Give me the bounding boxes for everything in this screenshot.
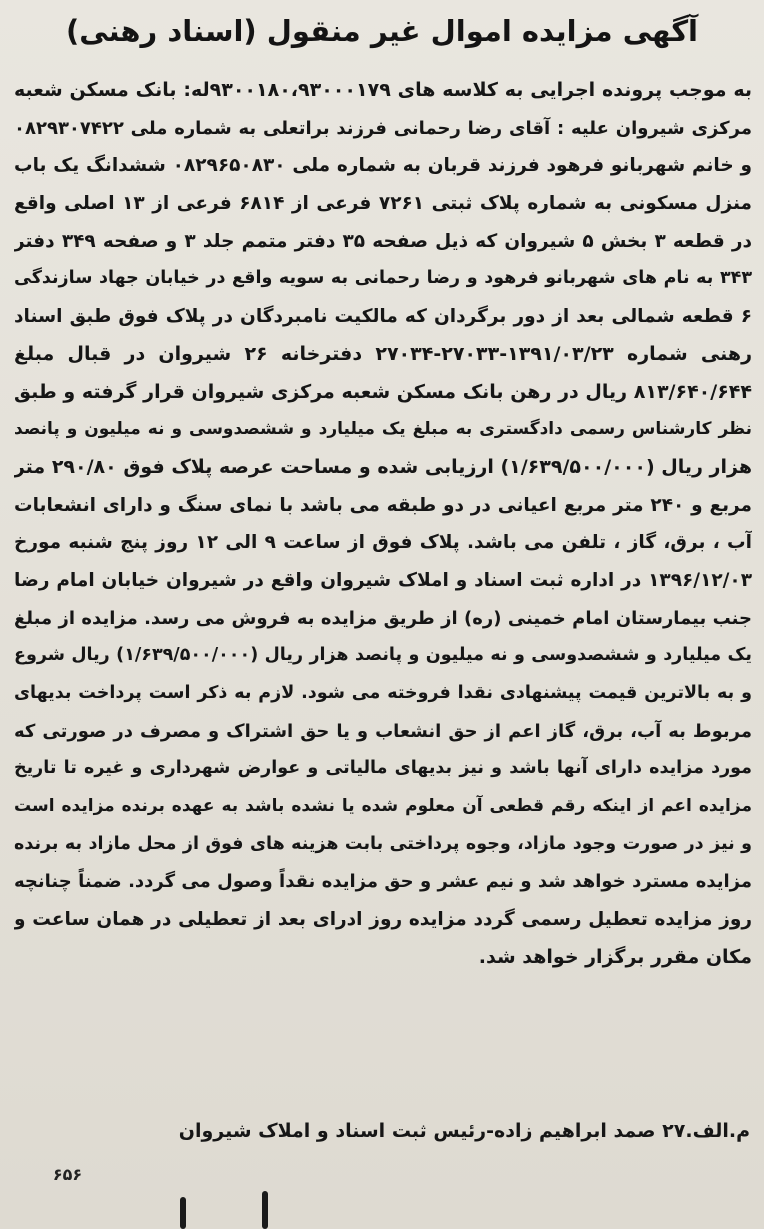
notice-line: مزایده اعم از اینکه رقم قطعی آن معلوم شده یا نشده باشد به عهده برنده مزایده است — [14, 796, 752, 817]
notice-line: و نیز در صورت وجود مازاد، وجوه پرداختی بابت هزینه های فوق از محل مازاد به برنده — [14, 833, 752, 854]
notice-line: مزایده مسترد خواهد شد و نیم عشر و حق مزایده نقداً وصول می گردد. ضمناً چنانچه — [14, 871, 752, 893]
notice-line: ۱۳۹۶/۱۲/۰۳ در اداره ثبت اسناد و املاک شیروان واقع در شیروان خیابان امام رضا — [14, 569, 752, 591]
notice-line: در قطعه ۳ بخش ۵ شیروان که ذیل صفحه ۳۵ دفتر متمم جلد ۳ و صفحه ۳۴۹ دفتر — [14, 230, 752, 252]
notice-line: مربوط به آب، برق، گاز اعم از حق انشعاب و یا حق اشتراک و مصرف در صورتی که — [14, 720, 752, 742]
notice-line: نظر کارشناس رسمی دادگستری به مبلغ یک میلیارد و ششصدوسی و نه میلیون و پانصد — [14, 419, 752, 440]
notice-line: ۳۴۳ به نام های شهربانو فرهود و رضا رحمانی به سویه واقع در خیابان جهاد سازندگی — [14, 268, 752, 289]
notice-title: آگهی مزایده اموال غیر منقول (اسناد رهنی) — [66, 14, 698, 48]
notice-body — [14, 72, 752, 977]
notice-line: مورد مزایده دارای آنها باشد و نیز بدیهای مالیاتی و عوارض شهرداری و غیره تا تاریخ — [14, 758, 752, 779]
ink-mark — [262, 1191, 268, 1229]
notice-signature: م.الف.۲۷ صمد ابراهیم زاده-رئیس ثبت اسناد و املاک شیروان — [178, 1120, 750, 1142]
notice-line: رهنی شماره ۱۳۹۱/۰۳/۲۳-۲۷۰۳۳-۲۷۰۳۴ دفترخانه ۲۶ شیروان در قبال مبلغ — [14, 342, 752, 365]
notice-line: جنب بیمارستان امام خمینی (ره) از طریق مزایده به فروش می رسد. مزایده از مبلغ — [14, 607, 752, 629]
notice-line: مربع و ۲۴۰ متر مربع اعیانی در دو طبقه می باشد با نمای سنگ و دارای انشعابات — [14, 494, 752, 516]
notice-line: یک میلیارد و ششصدوسی و نه میلیون و پانصد هزار ریال (۱/۶۳۹/۵۰۰/۰۰۰) ریال شروع — [14, 645, 752, 666]
ink-mark — [180, 1197, 186, 1229]
notice-line: ۸۱۳/۶۴۰/۶۴۴ ریال در رهن بانک مسکن شعبه مرکزی شیروان قرار گرفته و طبق — [14, 380, 752, 403]
notice-line: و به بالاترین قیمت پیشنهادی نقدا فروخته می شود. لازم به ذکر است پرداخت بدیهای — [14, 683, 752, 703]
notice-line: مکان مقرر برگزار خواهد شد. — [478, 945, 752, 968]
notice-line: مرکزی شیروان علیه : آقای رضا رحمانی فرزند براتعلی به شماره ملی ۰۸۲۹۳۰۷۴۲۲ — [14, 117, 752, 139]
notice-line: منزل مسکونی به شماره پلاک ثبتی ۷۲۶۱ فرعی از ۶۸۱۴ فرعی از ۱۳ اصلی واقع — [14, 193, 752, 215]
notice-line: آب ، برق، گاز ، تلفن می باشد. پلاک فوق از ساعت ۹ الی ۱۲ روز پنج شنبه مورخ — [14, 532, 752, 554]
notice-line: به موجب پرونده اجرایی به کلاسه های ۹۳۰۰۱۸۰،۹۳۰۰۰۱۷۹له: بانک مسکن شعبه — [14, 79, 752, 101]
notice-line: و خانم شهربانو فرهود فرزند قربان به شماره ملی ۰۸۲۹۶۵۰۸۳۰ ششدانگ یک باب — [14, 155, 752, 177]
notice-line: روز مزایده تعطیل رسمی گردد مزایده روز ادرای بعد از تعطیلی در همان ساعت و — [14, 909, 752, 931]
notice-line: ۶ قطعه شمالی بعد از دور برگردان که مالکیت نامبردگان در پلاک فوق طبق اسناد — [14, 306, 752, 328]
page-number: ۶۵۶ — [52, 1165, 83, 1184]
notice-line: هزار ریال (۱/۶۳۹/۵۰۰/۰۰۰) ارزیابی شده و مساحت عرصه پلاک فوق ۲۹۰/۸۰ متر — [14, 455, 752, 478]
